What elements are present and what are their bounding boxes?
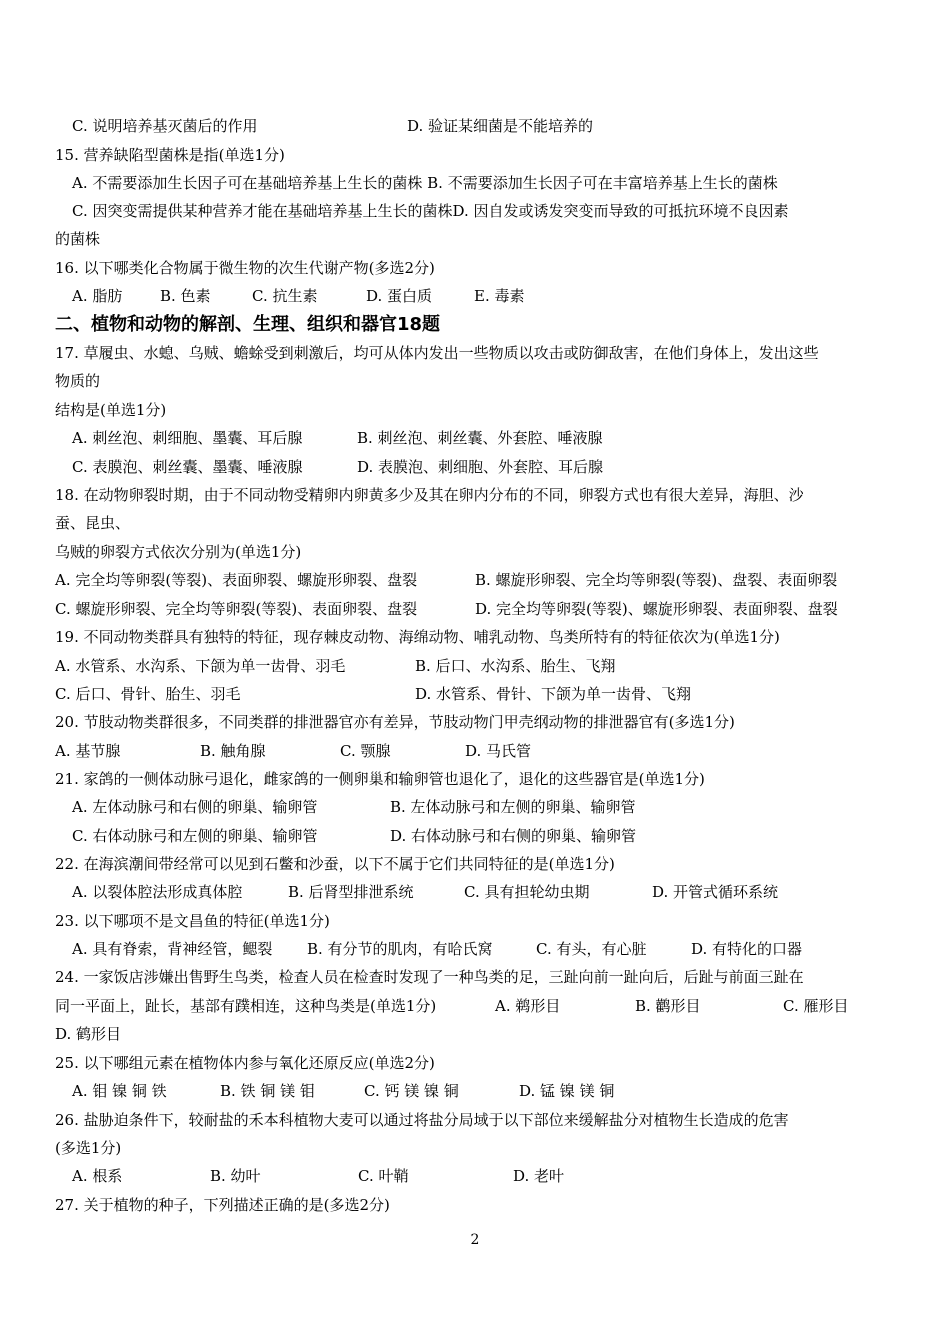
option-c: C. 颚腺 xyxy=(340,742,391,760)
option-c: C. 螺旋形卵裂、完全均等卵裂(等裂)、表面卵裂、盘裂 xyxy=(55,600,418,618)
question-18-cont: 蚕、昆虫、 xyxy=(55,514,131,532)
q15-options-ab: A. 不需要添加生长因子可在基础培养基上生长的菌株 B. 不需要添加生长因子可在丰富培养基上生长的菌株 xyxy=(72,174,778,192)
q18-options-cd xyxy=(55,599,838,619)
option-a: A. 钼 镍 铜 铁 xyxy=(72,1082,167,1100)
page-number: 2 xyxy=(470,1232,480,1248)
option-d: D. 老叶 xyxy=(513,1167,565,1185)
question-24-text: 同一平面上，趾长，基部有蹼相连，这种鸟类是(单选1分) xyxy=(55,997,437,1015)
question-17-cont: 物质的 xyxy=(55,372,101,390)
q15-options-cd-cont: 的菌株 xyxy=(55,230,101,248)
q19-options-cd xyxy=(55,684,691,704)
option-a: A. 完全均等卵裂(等裂)、表面卵裂、螺旋形卵裂、盘裂 xyxy=(55,571,418,589)
q23-options xyxy=(72,939,802,959)
option-c: C. 具有担轮幼虫期 xyxy=(464,883,590,901)
option-a: A. 根系 xyxy=(72,1167,123,1185)
option-d: D. 有特化的口器 xyxy=(691,940,803,958)
question-27: 27. 关于植物的种子，下列描述正确的是(多选2分) xyxy=(55,1196,390,1214)
option-d: D. 蛋白质 xyxy=(366,287,433,305)
question-18-cont2: 乌贼的卵裂方式依次分别为(单选1分) xyxy=(55,543,302,561)
q25-options xyxy=(72,1081,614,1101)
question-15: 15. 营养缺陷型菌株是指(单选1分) xyxy=(55,146,285,164)
option-a: A. 基节腺 xyxy=(55,742,121,760)
option-d: D. 锰 镍 镁 铜 xyxy=(519,1082,615,1100)
option-a: A. 以裂体腔法形成真体腔 xyxy=(72,883,243,901)
question-24-cont xyxy=(55,996,848,1016)
option-b: B. 刺丝泡、刺丝囊、外套腔、唾液腺 xyxy=(357,429,603,447)
question-19: 19. 不同动物类群具有独特的特征，现存棘皮动物、海绵动物、哺乳动物、鸟类所特有的特征依次为(单选1分) xyxy=(55,628,780,646)
option-a: A. 具有脊索，背神经管，鳃裂 xyxy=(72,940,273,958)
q20-options xyxy=(55,741,531,761)
question-23: 23. 以下哪项不是文昌鱼的特征(单选1分) xyxy=(55,912,330,930)
question-18: 18. 在动物卵裂时期，由于不同动物受精卵内卵黄多少及其在卵内分布的不同，卵裂方式也有很大差异，海胆、沙 xyxy=(55,486,804,504)
option-b: B. 幼叶 xyxy=(210,1167,261,1185)
option-e: E. 毒素 xyxy=(474,287,525,305)
option-b: B. 后口、水沟系、胎生、飞翔 xyxy=(415,657,616,675)
option-a: A. 左体动脉弓和右侧的卵巢、输卵管 xyxy=(72,798,318,816)
option-b: B. 左体动脉弓和左侧的卵巢、输卵管 xyxy=(390,798,636,816)
section-heading: 二、植物和动物的解剖、生理、组织和器官18题 xyxy=(55,314,441,335)
option-d: D. 水管系、骨针、下颌为单一齿骨、飞翔 xyxy=(415,685,692,703)
option-d: D. 完全均等卵裂(等裂)、螺旋形卵裂、表面卵裂、盘裂 xyxy=(475,600,838,618)
option-d: D. 开管式循环系统 xyxy=(652,883,779,901)
question-20: 20. 节肢动物类群很多，不同类群的排泄器官亦有差异，节肢动物门甲壳纲动物的排泄器官有(多选1分) xyxy=(55,713,735,731)
option-c: C. 钙 镁 镍 铜 xyxy=(364,1082,459,1100)
q17-options-ab xyxy=(72,428,603,448)
question-24: 24. 一家饭店涉嫌出售野生鸟类，检查人员在检查时发现了一种鸟类的足，三趾向前一趾向后，后趾与前面三趾在 xyxy=(55,968,804,986)
option-b: B. 色素 xyxy=(160,287,211,305)
q26-options xyxy=(72,1166,564,1186)
option-c: C. 有头，有心脏 xyxy=(536,940,647,958)
option-c: C. 右体动脉弓和左侧的卵巢、输卵管 xyxy=(72,827,318,845)
option-b: B. 鹳形目 xyxy=(635,997,701,1015)
question-21: 21. 家鸽的一侧体动脉弓退化，雌家鸽的一侧卵巢和输卵管也退化了，退化的这些器官是(单选1分) xyxy=(55,770,705,788)
question-17: 17. 草履虫、水螅、乌贼、蟾蜍受到刺激后，均可从体内发出一些物质以攻击或防御敌害，在他们身体上，发出这些 xyxy=(55,344,819,362)
option-c: C. 叶鞘 xyxy=(358,1167,409,1185)
q22-options xyxy=(72,882,778,902)
question-22: 22. 在海滨潮间带经常可以见到石鳖和沙蚕，以下不属于它们共同特征的是(单选1分) xyxy=(55,855,615,873)
option-a: A. 刺丝泡、刺细胞、墨囊、耳后腺 xyxy=(72,429,303,447)
option-b: B. 螺旋形卵裂、完全均等卵裂(等裂)、盘裂、表面卵裂 xyxy=(475,571,838,589)
option-d: D. 表膜泡、刺细胞、外套腔、耳后腺 xyxy=(357,458,604,476)
question-26: 26. 盐胁迫条件下，较耐盐的禾本科植物大麦可以通过将盐分局域于以下部位来缓解盐分对植物生长造成的危害 xyxy=(55,1111,789,1129)
option-c: C. 表膜泡、刺丝囊、墨囊、唾液腺 xyxy=(72,458,303,476)
option-c: C. 抗生素 xyxy=(252,287,318,305)
q21-options-ab xyxy=(72,797,636,817)
option-b: B. 有分节的肌肉，有哈氏窝 xyxy=(307,940,493,958)
question-16: 16. 以下哪类化合物属于微生物的次生代谢产物(多选2分) xyxy=(55,259,435,277)
q19-options-ab xyxy=(55,656,616,676)
q24-option-d: D. 鹤形目 xyxy=(55,1025,122,1043)
question-26-cont: (多选1分) xyxy=(55,1139,122,1157)
option-a: A. 水管系、水沟系、下颌为单一齿骨、羽毛 xyxy=(55,657,346,675)
q15-options-cd: C. 因突变需提供某种营养才能在基础培养基上生长的菌株D. 因自发或诱发突变而导致的可抵抗环境不良因素 xyxy=(72,202,789,220)
q18-options-ab xyxy=(55,570,837,590)
q21-options-cd xyxy=(72,826,636,846)
option-d: D. 右体动脉弓和右侧的卵巢、输卵管 xyxy=(390,827,637,845)
option-c: C. 雁形目 xyxy=(783,997,849,1015)
option-d: D. 马氏管 xyxy=(465,742,532,760)
option-a: A. 鹈形目 xyxy=(495,997,561,1015)
q17-options-cd xyxy=(72,457,603,477)
question-25: 25. 以下哪组元素在植物体内参与氧化还原反应(单选2分) xyxy=(55,1054,435,1072)
option-b: B. 触角腺 xyxy=(200,742,266,760)
option-d: D. 验证某细菌是不能培养的 xyxy=(407,117,594,135)
question-17-cont2: 结构是(单选1分) xyxy=(55,401,167,419)
option-c: C. 说明培养基灭菌后的作用 xyxy=(72,117,258,135)
option-b: B. 后肾型排泄系统 xyxy=(288,883,414,901)
option-a: A. 脂肪 xyxy=(72,287,123,305)
option-b: B. 铁 铜 镁 钼 xyxy=(220,1082,315,1100)
option-c: C. 后口、骨针、胎生、羽毛 xyxy=(55,685,241,703)
q16-options xyxy=(72,286,525,306)
q14-options-cd xyxy=(72,116,593,136)
